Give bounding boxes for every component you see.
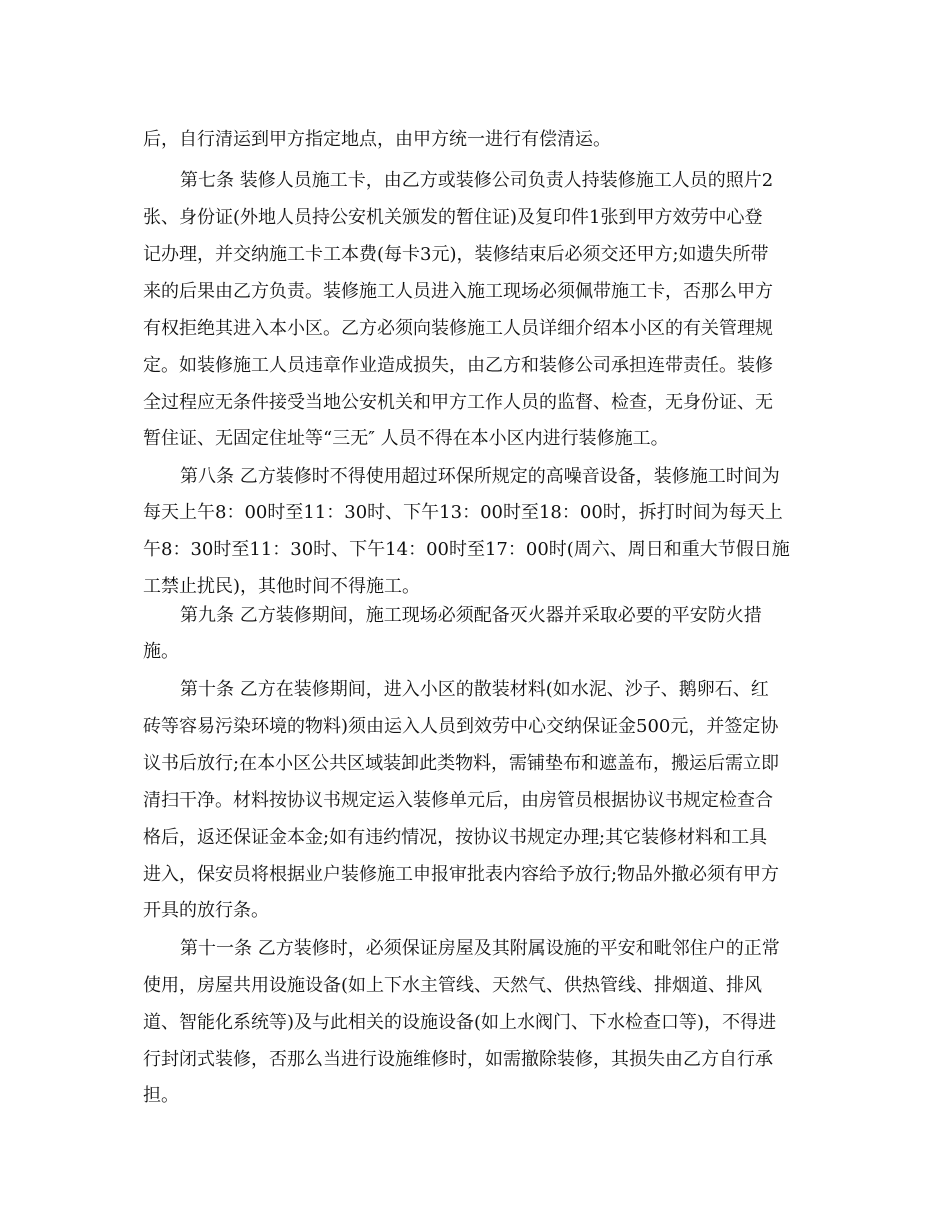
text-line: 后，自行清运到甲方指定地点，由甲方统一进行有偿清运。 [143,129,611,150]
text-line: 张、身份证(外地人员持公安机关颁发的暂住证)及复印件1张到甲方效劳中心登 [143,207,763,228]
text-line: 第八条 乙方装修时不得使用超过环保所规定的高噪音设备，装修施工时间为 [180,466,780,487]
text-line: 清扫干净。材料按协议书规定运入装修单元后，由房管员根据协议书规定检查合 [143,790,773,811]
text-line: 开具的放行条。 [143,900,269,921]
text-line: 记办理，并交纳施工卡工本费(每卡3元)，装修结束后必须交还甲方;如遗失所带 [143,244,769,265]
text-line: 施。 [143,641,179,662]
text-line: 第七条 装修人员施工卡，由乙方或装修公司负责人持装修施工人员的照片2 [180,170,774,191]
text-line: 议书后放行;在本小区公共区域装卸此类物料，需铺垫布和遮盖布，搬运后需立即 [143,753,780,774]
text-line: 工禁止扰民)，其他时间不得施工。 [143,576,421,597]
text-line: 第十条 乙方在装修期间，进入小区的散装材料(如水泥、沙子、鹅卵石、红 [180,679,769,700]
text-line: 砖等容易污染环境的物料)须由运入人员到效劳中心交纳保证金500元，并签定协 [143,716,779,737]
text-line: 使用，房屋共用设施设备(如上下水主管线、天然气、供热管线、排烟道、排风 [143,975,763,996]
text-line: 有权拒绝其进入本小区。乙方必须向装修施工人员详细介绍本小区的有关管理规 [143,318,773,339]
text-line: 全过程应无条件接受当地公安机关和甲方工作人员的监督、检查，无身份证、无 [143,392,773,413]
text-line: 暂住证、无固定住址等“三无″ 人员不得在本小区内进行装修施工。 [143,428,669,449]
text-line: 每天上午8：00时至11：30时、下午13：00时至18：00时，拆打时间为每天上 [143,502,783,523]
text-line: 进入，保安员将根据业户装修施工申报审批表内容给予放行;物品外撤必须有甲方 [143,864,780,885]
text-line: 来的后果由乙方负责。装修施工人员进入施工现场必须佩带施工卡，否那么甲方 [143,281,773,302]
text-line: 第十一条 乙方装修时，必须保证房屋及其附属设施的平安和毗邻住户的正常 [180,938,780,959]
text-line: 格后，返还保证金本金;如有违约情况，按协议书规定办理;其它装修材料和工具 [143,827,768,848]
text-line: 午8：30时至11：30时、下午14：00时至17：00时(周六、周日和重大节假日施 [143,539,790,560]
text-line: 行封闭式装修，否那么当进行设施维修时，如需撤除装修，其损失由乙方自行承 [143,1049,773,1070]
text-line: 担。 [143,1085,179,1106]
text-line: 第九条 乙方装修期间，施工现场必须配备灭火器并采取必要的平安防火措 [180,605,762,626]
text-line: 道、智能化系统等)及与此相关的设施设备(如上水阀门、下水检查口等)，不得进 [143,1012,777,1033]
text-line: 定。如装修施工人员违章作业造成损失，由乙方和装修公司承担连带责任。装修 [143,355,773,376]
